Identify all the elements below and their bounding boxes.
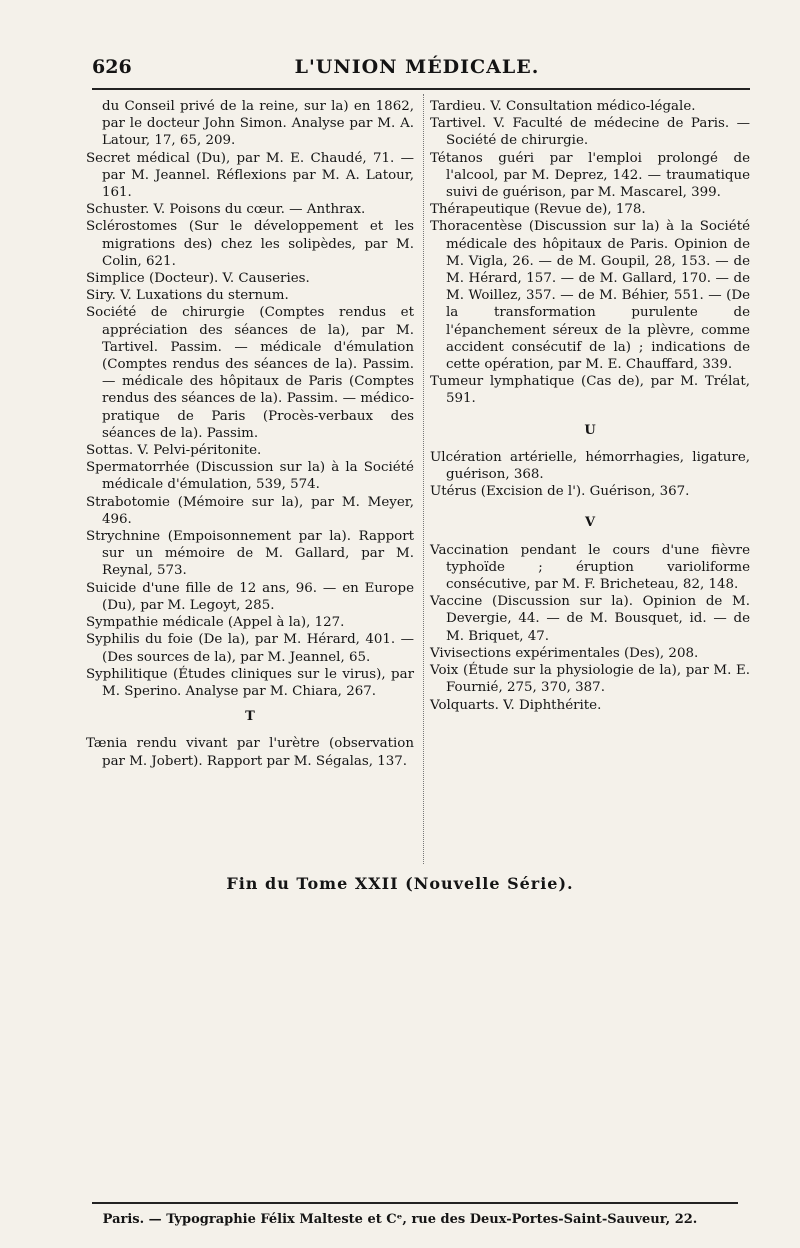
section-letter-v: V bbox=[584, 515, 596, 531]
index-entry: Vaccination pendant le cours d'une fièvre typhoïde ; éruption varioliforme consécutive, par M. F. Bricheteau, 82, 148. bbox=[430, 542, 750, 593]
index-entry: Société de chirurgie (Comptes rendus et appréciation des séances de la), par M. Tartivel. Passim. — médicale d'émulation (Comptes rendus des séances de la). Passim. — médicale des hôpitaux de Paris (Comptes rendus des séances de la). Passim. — médico-pratique de Paris (Procès-verbaux des séances de la). Passim. bbox=[86, 305, 414, 441]
header-rule bbox=[92, 88, 750, 90]
index-entry: Tartivel. V. Faculté de médecine de Paris. — Société de chirurgie. bbox=[430, 116, 750, 149]
index-entry: Voix (Étude sur la physiologie de la), par M. E. Fournié, 275, 370, 387. bbox=[430, 663, 750, 696]
index-entry: Thoracentèse (Discussion sur la) à la Société médicale des hôpitaux de Paris. Opinion de M. Vigla, 26. — de M. Goupil, 28, 153. — de M. Hérard, 157. — de M. Gallard, 170. — de M. Woillez, 357. — de M. Béhier, 551. — (De la transformation purulente de l'épanchement séreux de la plèvre, comme accident consécutif de la) ; indications de cette opération, par M. E. Chauffard, 339. bbox=[430, 219, 750, 373]
section-letter-t: T bbox=[245, 709, 255, 725]
index-entry: du Conseil privé de la reine, sur la) en 1862, par le docteur John Simon. Analyse par M. A. Latour, 17, 65, 209. bbox=[102, 99, 414, 149]
right-column bbox=[430, 98, 750, 714]
index-entry: Syphilis du foie (De la), par M. Hérard, 401. — (Des sources de la), par M. Jeannel, 65. bbox=[86, 632, 414, 665]
index-entry: Vaccine (Discussion sur la). Opinion de M. Devergie, 44. — de M. Bousquet, id. — de M. Briquet, 47. bbox=[430, 594, 750, 644]
page-number: 626 bbox=[92, 56, 132, 78]
index-entry: Volquarts. V. Diphthérite. bbox=[430, 697, 602, 713]
end-of-volume-note: Fin du Tome XXII (Nouvelle Série). bbox=[226, 874, 574, 893]
index-entry: Syphilitique (Études cliniques sur le virus), par M. Sperino. Analyse par M. Chiara, 267. bbox=[86, 666, 414, 699]
index-entry: Strabotomie (Mémoire sur la), par M. Meyer, 496. bbox=[86, 494, 414, 527]
index-entry: Simplice (Docteur). V. Causeries. bbox=[86, 271, 310, 287]
index-entry: Siry. V. Luxations du sternum. bbox=[86, 288, 289, 304]
index-entry: Sottas. V. Pelvi-péritonite. bbox=[86, 443, 262, 459]
index-entry: Tardieu. V. Consultation médico-légale. bbox=[430, 99, 696, 114]
left-column bbox=[86, 98, 414, 770]
printer-imprint: Paris. — Typographie Félix Malteste et Cᵉ, rue des Deux-Portes-Saint-Sauveur, 22. bbox=[102, 1212, 698, 1227]
footer-rule bbox=[92, 1202, 738, 1204]
running-title: L'UNION MÉDICALE. bbox=[294, 56, 540, 78]
page-header bbox=[92, 50, 742, 86]
spacer bbox=[430, 408, 750, 414]
index-entry: Vivisections expérimentales (Des), 208. bbox=[430, 645, 699, 661]
index-entry: Spermatorrhée (Discussion sur la) à la Société médicale d'émulation, 539, 574. bbox=[86, 460, 414, 493]
spacer bbox=[430, 500, 750, 506]
index-entry: Utérus (Excision de l'). Guérison, 367. bbox=[430, 484, 690, 500]
section-letter-u: U bbox=[584, 422, 596, 438]
index-entry: Schuster. V. Poisons du cœur. — Anthrax. bbox=[86, 202, 366, 218]
index-entry: Sympathie médicale (Appel à la), 127. bbox=[86, 615, 345, 631]
index-entry: Strychnine (Empoisonnement par la). Rapport sur un mémoire de M. Gallard, par M. Reynal, 573. bbox=[86, 529, 414, 579]
index-entry: Tumeur lymphatique (Cas de), par M. Trélat, 591. bbox=[430, 374, 750, 407]
index-entry: Suicide d'une fille de 12 ans, 96. — en Europe (Du), par M. Legoyt, 285. bbox=[86, 580, 414, 613]
index-entry: Secret médical (Du), par M. E. Chaudé, 71. — par M. Jeannel. Réflexions par M. A. Latour, 161. bbox=[86, 150, 414, 201]
index-entry: Thérapeutique (Revue de), 178. bbox=[430, 202, 646, 218]
index-entry: Sclérostomes (Sur le développement et les migrations des) chez les solipèdes, par M. Colin, 621. bbox=[86, 219, 414, 269]
column-divider bbox=[423, 94, 424, 864]
index-entry: Tétanos guéri par l'emploi prolongé de l'alcool, par M. Deprez, 142. — traumatique suivi de guérison, par M. Mascarel, 399. bbox=[430, 150, 750, 201]
index-entry: Ulcération artérielle, hémorrhagies, ligature, guérison, 368. bbox=[430, 449, 750, 483]
index-entry: Tænia rendu vivant par l'urètre (observation par M. Jobert). Rapport par M. Ségalas, 137. bbox=[86, 736, 414, 769]
